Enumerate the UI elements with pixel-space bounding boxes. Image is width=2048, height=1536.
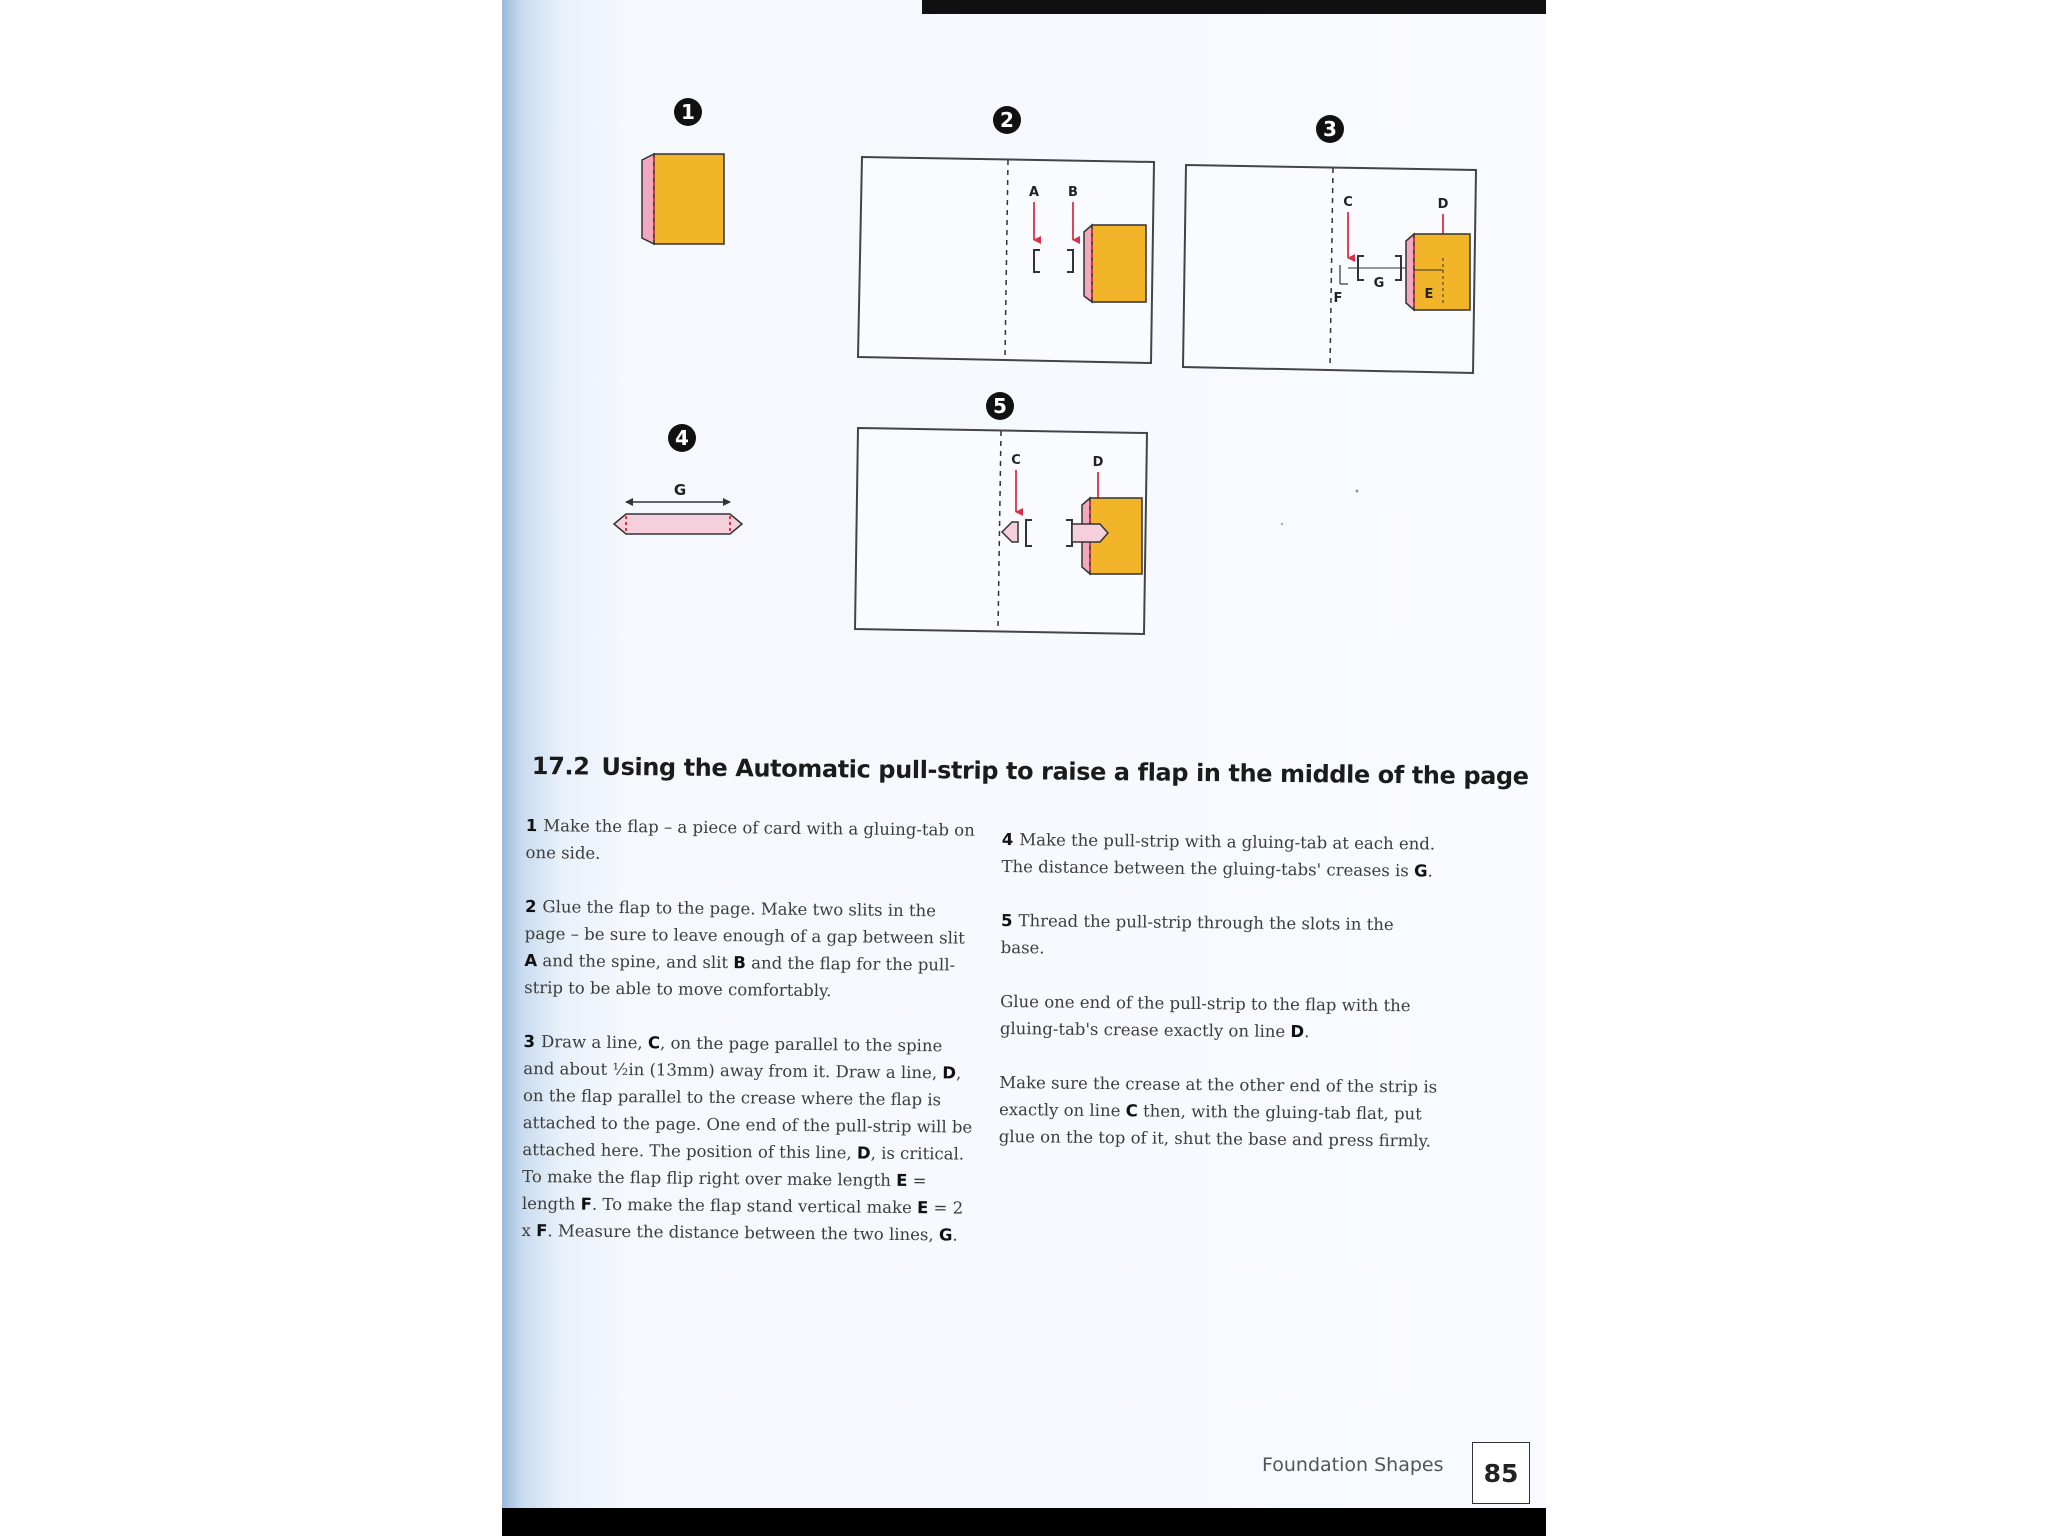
text-run: and the spine, and slit xyxy=(537,951,734,973)
ref-d: D xyxy=(856,1143,871,1163)
crease-paragraph xyxy=(999,1069,1440,1155)
text-run: = length xyxy=(521,1171,927,1214)
step-2-diagram xyxy=(858,106,1154,363)
step-2-label-b: B xyxy=(1068,185,1078,200)
step-1-flap xyxy=(654,154,724,244)
step-3-number: 3 xyxy=(1323,117,1337,141)
text-run: . To make the flap stand vertical make xyxy=(591,1194,918,1218)
step-5-diagram xyxy=(855,392,1147,634)
step-2-label: 2 xyxy=(524,896,537,917)
section-heading xyxy=(532,752,1532,790)
step-1-number: 1 xyxy=(681,100,695,124)
step-5-number: 5 xyxy=(993,394,1007,418)
step-3-label-g: G xyxy=(1373,276,1385,291)
text-run: . xyxy=(1427,861,1433,881)
section-number: 17.2 xyxy=(531,752,590,781)
ref-e: E xyxy=(896,1170,908,1191)
text-run: Glue the flap to the page. Make two slits in the page – be sure to leave enough of a gap between slit xyxy=(524,897,965,948)
step-5-label-c: C xyxy=(1011,453,1021,468)
step-4-number: 4 xyxy=(675,426,689,450)
text-run: , on the flap parallel to the crease where the flap is attached to the page. One end of the pull-strip will be attached here. The position of this line, xyxy=(522,1063,973,1163)
ref-b: B xyxy=(733,953,747,973)
left-column xyxy=(521,812,976,1276)
step-5-body: Thread the pull-strip through the slots in the base. xyxy=(1000,911,1394,958)
step-3-gluing-tab xyxy=(1406,234,1414,310)
text-run: . xyxy=(1304,1022,1310,1042)
step-4-label-g: G xyxy=(673,481,687,499)
glue-paragraph xyxy=(1000,988,1441,1047)
footer-section-label: Foundation Shapes xyxy=(1262,1454,1444,1476)
text-run: Make the pull-strip with a gluing-tab at each end. The distance between the gluing-tabs' creases is xyxy=(1001,830,1436,881)
step-1-body: Make the flap – a piece of card with a gluing-tab on one side. xyxy=(525,816,975,863)
step-1-gluing-tab xyxy=(642,154,654,244)
ref-c: C xyxy=(647,1033,661,1053)
ref-c: C xyxy=(1125,1101,1138,1121)
step-4-label: 4 xyxy=(1001,829,1014,850)
step-2-gluing-tab xyxy=(1084,225,1092,302)
page-number: 85 xyxy=(1472,1442,1530,1504)
step-3-text xyxy=(521,1028,973,1249)
text-run: Glue one end of the pull-strip to the flap with the gluing-tab's crease exactly on line xyxy=(999,991,1411,1042)
text-run: = 2 x xyxy=(521,1198,964,1241)
ref-g: G xyxy=(1413,861,1428,881)
text-run: Make sure the crease at the other end of the strip is exactly on line xyxy=(998,1072,1438,1121)
step-4-text xyxy=(1001,826,1442,885)
step-3-label-c: C xyxy=(1343,195,1353,210)
speck xyxy=(1356,490,1359,493)
right-column xyxy=(998,826,1442,1182)
ref-a: A xyxy=(524,950,538,971)
step-3-label-e: E xyxy=(1424,287,1434,302)
text-run: , is critical. To make the flap flip right over make length xyxy=(522,1143,965,1190)
step-1-diagram xyxy=(642,98,724,244)
ref-f: F xyxy=(580,1194,593,1214)
step-1-text xyxy=(525,812,976,871)
step-5-label-d: D xyxy=(1092,455,1104,470)
text-run: Draw a line, xyxy=(540,1032,649,1053)
step-2-flap xyxy=(1092,225,1146,302)
ref-e: E xyxy=(916,1198,929,1218)
bottom-edge-bar xyxy=(502,1508,1546,1536)
text-run: then, with the gluing-tab flat, put glue on the top of it, shut the base and press firmly. xyxy=(998,1101,1432,1151)
text-run: and the flap for the pull-strip to be able to move comfortably. xyxy=(524,953,956,1001)
step-5-text xyxy=(1001,907,1442,966)
step-5-label: 5 xyxy=(1000,910,1013,931)
step-4-pull-strip xyxy=(614,514,742,534)
ref-g: G xyxy=(938,1225,953,1245)
step-3-diagram xyxy=(1183,115,1476,373)
ref-d: D xyxy=(1290,1022,1305,1042)
text-run: . xyxy=(952,1225,958,1245)
step-3-label: 3 xyxy=(523,1031,536,1052)
step-1-label: 1 xyxy=(525,815,538,836)
step-2-label-a: A xyxy=(1028,185,1040,200)
section-title: Using the Automatic pull-strip to raise a flap in the middle of the page xyxy=(601,752,1529,791)
step-3-flap xyxy=(1414,234,1470,310)
book-page xyxy=(502,0,1546,1536)
step-2-text xyxy=(524,893,975,1006)
step-2-number: 2 xyxy=(1000,108,1014,132)
speck xyxy=(1281,523,1283,525)
step-5-strip-end-right xyxy=(1072,524,1108,542)
instruction-figure xyxy=(502,0,1546,720)
step-3-label-f: F xyxy=(1333,291,1343,306)
step-4-diagram xyxy=(614,424,742,534)
step-3-label-d: D xyxy=(1437,197,1449,212)
ref-f: F xyxy=(536,1221,548,1241)
text-run: , on the page parallel to the spine and about ½in (13mm) away from it. Draw a line, xyxy=(523,1033,943,1083)
text-run: . Measure the distance between the two lines, xyxy=(547,1221,940,1245)
ref-d: D xyxy=(942,1063,957,1083)
